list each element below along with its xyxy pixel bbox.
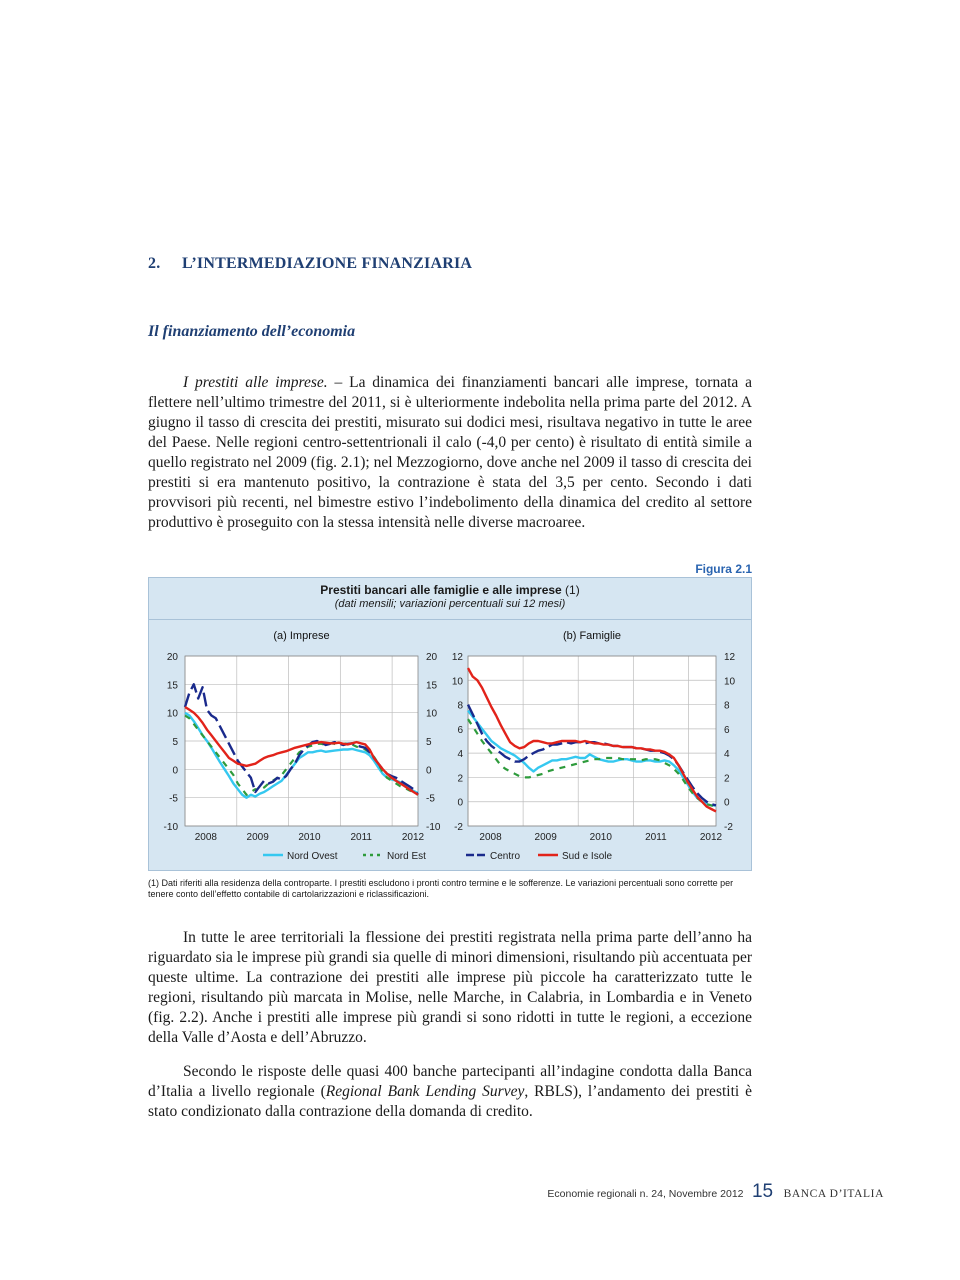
- x-tick-label: 2012: [401, 832, 425, 843]
- section-title: L’INTERMEDIAZIONE FINANZIARIA: [182, 255, 473, 272]
- footer-publication: Economie regionali n. 24, Novembre 2012: [547, 1188, 744, 1200]
- paragraph-1-text: – La dinamica dei finanziamenti bancari alle imprese, tornata a flettere nell’ultimo trimestre del 2011, si è ulteriormente indebolita nella prima parte del 2012. A giugno il tasso di crescita dei prestiti, misurato sui dodici mesi, risultava negativo in tutte le aree del Paese. Nelle regioni centro-settentrionali il calo (-4,0 per cento) è risultato di entità simile a quello registrato nel 2009 (fig. 2.1); nel Mezzogiorno, dove anche nel 2009 il tasso di crescita dei prestiti si era mantenuto positivo, la contrazione è stata del 3,5 per cento. Secondo i dati provvisori più recenti, nel bimestre estivo l’indebolimento della dinamica del credito al settore produttivo è proseguito con la stessa intensità nelle diverse macroaree.: [148, 374, 752, 531]
- paragraph-1-lead: I prestiti alle imprese.: [183, 374, 328, 391]
- figure-footnote: (1) Dati riferiti alla residenza della controparte. I prestiti escludono i pronti contro termine e le sofferenze. Le variazioni percentuali sono corrette per tenere conto dell’effetto contabile di cartolarizzazioni e riclassificazioni.: [148, 878, 734, 899]
- y-tick-label-left: 8: [457, 700, 463, 712]
- paragraph-3-italic: Regional Bank Lending Survey: [325, 1083, 525, 1100]
- figure-title: Prestiti bancari alle famiglie e alle imprese: [320, 583, 562, 597]
- y-tick-label-left: -2: [454, 822, 463, 833]
- legend-label: Sud e Isole: [562, 851, 613, 862]
- figure-label: Figura 2.1: [695, 562, 752, 576]
- x-tick-label: 2011: [645, 832, 667, 843]
- y-tick-label-right: 6: [724, 724, 730, 736]
- x-tick-label: 2008: [194, 832, 218, 843]
- legend-label: Nord Est: [387, 851, 426, 862]
- panel-title: (a) Imprese: [273, 630, 330, 642]
- figure-subtitle: (dati mensili; variazioni percentuali sui 12 mesi): [334, 598, 566, 610]
- paragraph-2-text: In tutte le aree territoriali la flessione dei prestiti registrata nella prima parte dell’anno ha riguardato sia le imprese più grandi sia quelle di minori dimensioni, risultando più accentuata per queste ultime. La contrazione dei prestiti alle imprese più piccole ha caratterizzato tutte le regioni, risultando più marcata in Molise, nelle Marche, in Calabria, in Lombardia e in Veneto (fig. 2.2). Anche i prestiti alle imprese più grandi si sono ridotti in tutte le regioni, a eccezione della Valle d’Aosta e dell’Abruzzo.: [148, 929, 752, 1046]
- y-tick-label-left: -5: [169, 793, 178, 805]
- y-tick-label-right: -5: [426, 793, 435, 805]
- y-tick-label-right: -10: [426, 822, 441, 833]
- y-tick-label-left: 20: [166, 652, 178, 663]
- x-tick-label: 2012: [699, 832, 723, 843]
- y-tick-label-left: -10: [163, 822, 178, 833]
- x-tick-label: 2011: [350, 832, 372, 843]
- legend-label: Nord Ovest: [287, 851, 338, 862]
- y-tick-label-right: 10: [724, 676, 736, 688]
- figure-charts: [148, 620, 752, 870]
- y-tick-label-right: 10: [426, 708, 438, 720]
- section-heading: [148, 255, 472, 273]
- x-tick-label: 2010: [589, 832, 612, 843]
- y-tick-label-right: 2: [724, 773, 730, 785]
- y-tick-label-right: 0: [724, 797, 730, 809]
- subsection-title: Il finanziamento dell’economia: [148, 323, 356, 340]
- y-tick-label-left: 10: [166, 708, 178, 720]
- y-tick-label-right: 5: [426, 737, 432, 748]
- x-tick-label: 2009: [534, 832, 557, 843]
- y-tick-label-right: 15: [426, 680, 438, 692]
- panel-title: (b) Famiglie: [562, 630, 622, 642]
- paragraph-3-before: Secondo le risposte delle quasi 400 banche partecipanti all’indagine condotta dalla Banca d’Italia a livello regionale (: [148, 1063, 752, 1100]
- y-tick-label-left: 2: [457, 773, 463, 785]
- paragraph-1: [148, 373, 752, 533]
- page-number: 15: [751, 1181, 774, 1202]
- footer-brand: BANCA D’ITALIA: [783, 1188, 884, 1200]
- paragraph-3: [148, 1062, 752, 1122]
- paragraph-3-after: , RBLS), l’andamento dei prestiti è stato condizionato dalla contrazione della domanda di credito.: [148, 1083, 753, 1120]
- legend-label: Centro: [490, 851, 521, 862]
- y-tick-label-right: 4: [724, 749, 730, 761]
- y-tick-label-left: 6: [457, 724, 463, 736]
- y-tick-label-left: 4: [457, 749, 463, 761]
- y-tick-label-left: 5: [172, 737, 178, 748]
- y-tick-label-right: 20: [426, 652, 438, 663]
- figure-title-note: (1): [561, 583, 580, 597]
- y-tick-label-left: 12: [451, 652, 463, 663]
- y-tick-label-right: 12: [724, 652, 736, 663]
- y-tick-label-right: 8: [724, 700, 730, 712]
- paragraph-2: [148, 928, 752, 1048]
- y-tick-label-right: 0: [426, 765, 432, 777]
- x-tick-label: 2009: [246, 832, 269, 843]
- page-footer: [547, 1181, 884, 1203]
- y-tick-label-left: 15: [166, 680, 178, 692]
- x-tick-label: 2010: [298, 832, 321, 843]
- y-tick-label-right: -2: [724, 822, 733, 833]
- figure-header: [148, 583, 752, 610]
- y-tick-label-left: 0: [457, 797, 463, 809]
- y-tick-label-left: 10: [451, 676, 463, 688]
- section-number: 2.: [148, 255, 161, 272]
- y-tick-label-left: 0: [172, 765, 178, 777]
- x-tick-label: 2008: [479, 832, 502, 843]
